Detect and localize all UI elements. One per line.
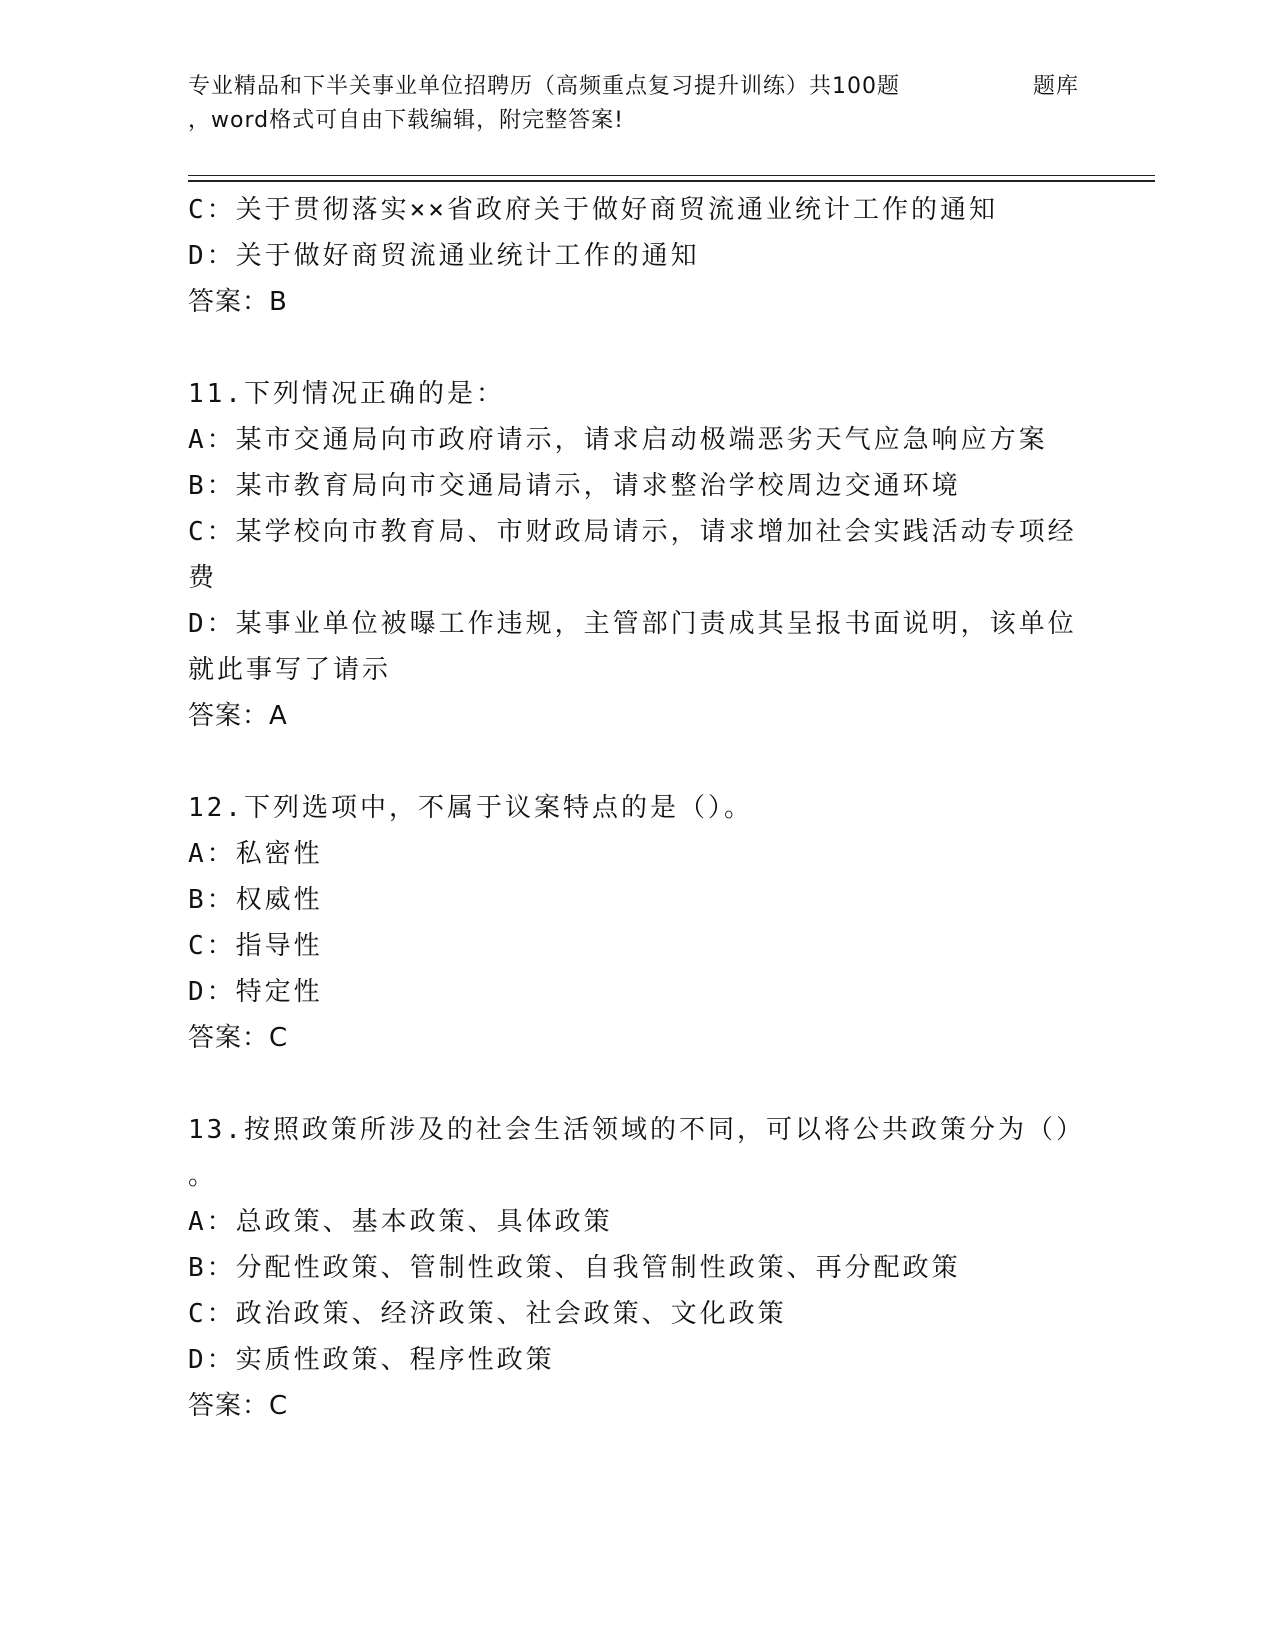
q12-option-d: D：特定性 [188, 977, 323, 1007]
header-line-2: ，word格式可自由下载编辑，附完整答案! [188, 108, 624, 133]
question-content [188, 187, 1088, 1429]
q11-question: 11.下列情况正确的是： [188, 379, 505, 409]
q13-option-d: D：实质性政策、程序性政策 [188, 1345, 555, 1375]
q11-option-a: A：某市交通局向市政府请示，请求启动极端恶劣天气应急响应方案 [188, 425, 1048, 455]
q13-option-b: B：分配性政策、管制性政策、自我管制性政策、再分配政策 [188, 1253, 961, 1283]
q12-option-c: C：指导性 [188, 931, 323, 961]
q13-option-a: A：总政策、基本政策、具体政策 [188, 1207, 613, 1237]
q11-option-d-line2: 就此事写了请示 [188, 655, 392, 685]
q11-option-c-line1: C：某学校向市教育局、市财政局请示，请求增加社会实践活动专项经 [188, 517, 1077, 547]
header-line-1 [188, 70, 1088, 104]
q12-option-a: A：私密性 [188, 839, 323, 869]
q11-option-b: B：某市教育局向市交通局请示，请求整治学校周边交通环境 [188, 471, 961, 501]
header-tag: 题库 [1033, 74, 1080, 99]
q13-answer: 答案：C [188, 1391, 289, 1421]
page-header [188, 70, 1088, 138]
q10-option-c: C：关于贯彻落实××省政府关于做好商贸流通业统计工作的通知 [188, 195, 998, 225]
q11-answer: 答案：A [188, 701, 288, 731]
header-title: 专业精品和下半关事业单位招聘历（高频重点复习提升训练）共100题 [188, 74, 900, 99]
q12-question: 12.下列选项中，不属于议案特点的是（）。 [188, 793, 753, 823]
q13-option-c: C：政治政策、经济政策、社会政策、文化政策 [188, 1299, 787, 1329]
q13-question-line2: 。 [188, 1161, 218, 1191]
spacer [188, 739, 1088, 785]
spacer [188, 1061, 1088, 1107]
header-divider-thin [188, 175, 1155, 176]
q13-question-line1: 13.按照政策所涉及的社会生活领域的不同，可以将公共政策分为（） [188, 1115, 1085, 1145]
q12-option-b: B：权威性 [188, 885, 323, 915]
spacer [188, 325, 1088, 371]
q11-option-d-line1: D：某事业单位被曝工作违规，主管部门责成其呈报书面说明，该单位 [188, 609, 1077, 639]
q12-answer: 答案：C [188, 1023, 289, 1053]
q10-answer: 答案：B [188, 287, 288, 317]
q10-option-d: D：关于做好商贸流通业统计工作的通知 [188, 241, 700, 271]
header-divider-thick [188, 180, 1155, 182]
q11-option-c-line2: 费 [188, 563, 218, 593]
